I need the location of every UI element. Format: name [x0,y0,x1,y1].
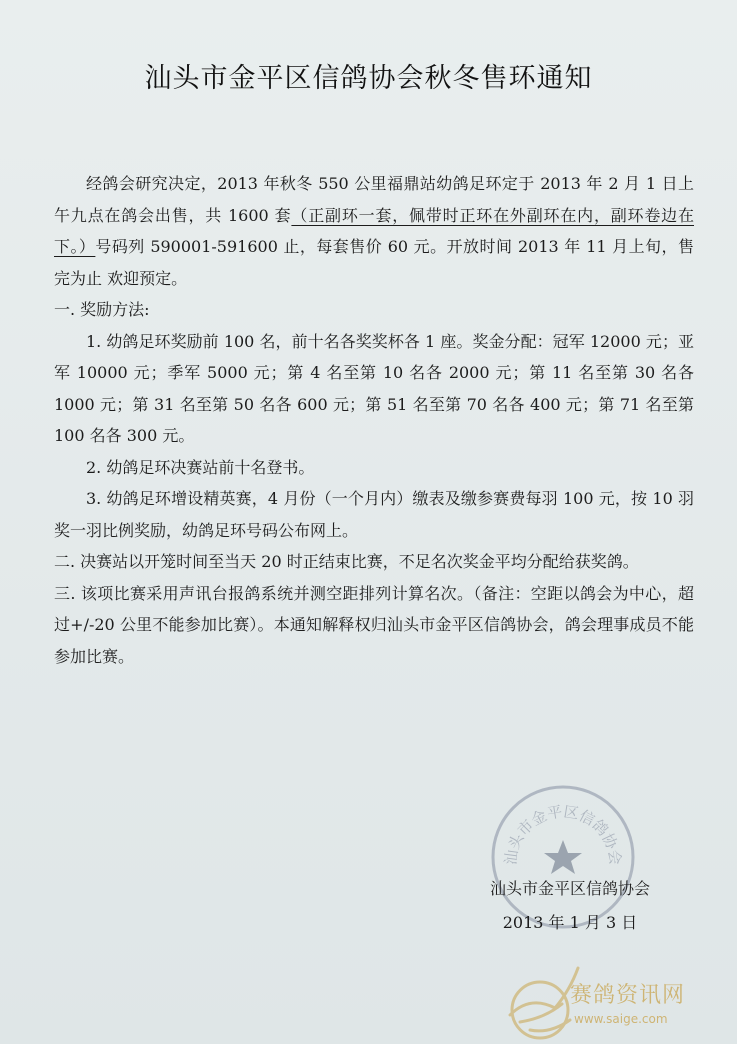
reward-item-3: 3. 幼鸽足环增设精英赛，4 月份（一个月内）缴表及缴参赛费每羽 100 元，按 10 羽奖一羽比例奖励，幼鸽足环号码公布网上。 [54,489,694,540]
watermark-site-name: 赛鸽资讯网 [570,983,686,1008]
intro-text-2: 号码列 590001-591600 止，每套售价 60 元。开放时间 2013 年 11 月上旬，售完为止 欢迎预定。 [54,237,694,288]
document-title: 汕头市金平区信鸽协会秋冬售环通知 [144,63,593,94]
reward-item-2: 2. 幼鸽足环决赛站前十名登书。 [86,457,315,477]
seal-text: 汕头市金平区信鸽协会 [501,802,625,866]
intro-paragraph [54,168,694,294]
pigeon-logo-icon [510,968,578,1038]
section-3-text: 三. 该项比赛采用声讯台报鸽系统并测空距排列计算名次。（备注：空距以鸽会为中心，超过+/-20 公里不能参加比赛）。本通知解释权归汕头市金平区信鸽协会，鸽会理事成员不能参加比赛。 [54,583,694,666]
reward-item-1: 1. 幼鸽足环奖励前 100 名，前十名各奖奖杯各 1 座。奖金分配：冠军 12000 元；亚军 10000 元；季军 5000 元；第 4 名至第 10 名各 2000 元；第 11 名至第 30 名各 1000 元；第 31 名至第 50 名各 600 元；第 51 名至第 70 名各 400 元；第 71 名至第 100 名各 300 元。 [54,331,694,445]
section-1-heading: 一. 奖励方法: [54,300,150,319]
signature-organization: 汕头市金平区信鸽协会 [489,879,650,898]
intro-underlined-note: （正副环一套，佩带时正环在外副环在内，副环卷边在下。） [54,205,694,256]
signature-block [465,872,675,940]
star-icon [544,840,582,874]
document-body [54,168,694,672]
section-2-text: 二. 决赛站以开笼时间至当天 20 时正结束比赛，不足名次奖金平均分配给获奖鸽。 [54,552,639,571]
watermark-site-url: www.saige.com [574,1012,668,1026]
signature-date: 2013 年 1 月 3 日 [502,913,638,932]
intro-text-1: 经鸽会研究决定，2013 年秋冬 550 公里福鼎站幼鸽足环定于 2013 年 2 月 1 日上午九点在鸽会出售，共 1600 套 [54,174,694,225]
